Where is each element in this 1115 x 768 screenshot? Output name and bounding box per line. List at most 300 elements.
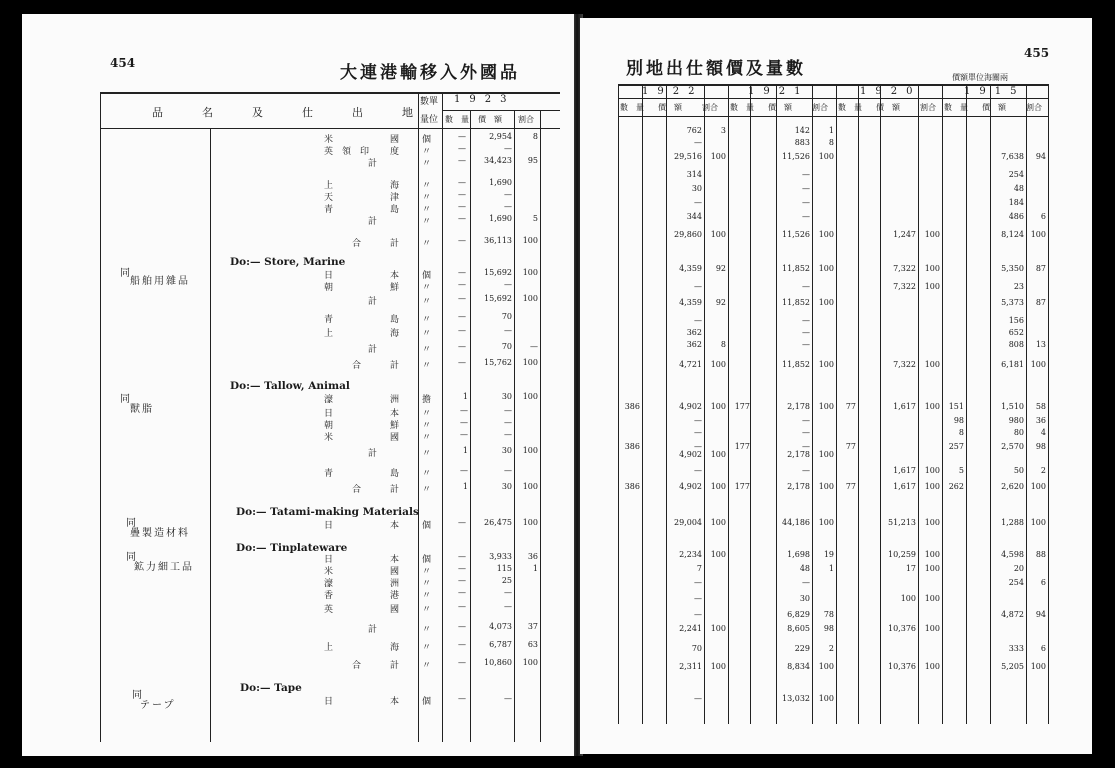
share-1915: 88: [1035, 550, 1046, 559]
share-1922: 100: [710, 550, 726, 559]
row-place: 青: [324, 205, 334, 215]
value-1921: 2,178: [787, 450, 810, 459]
qty-1920: 77: [845, 402, 856, 411]
value-1921: 2,178: [787, 402, 810, 411]
value-1922: 4,721: [679, 360, 702, 369]
share-1915: 100: [1030, 230, 1046, 239]
row-measure: 〃: [422, 625, 432, 635]
qty-1922: 386: [624, 402, 640, 411]
share-1915: 94: [1035, 152, 1046, 161]
value-1921: 11,526: [782, 152, 810, 161]
row-value: 4,073: [489, 622, 512, 631]
value-header: 價 額: [982, 103, 1006, 112]
value-1921: 11,852: [782, 298, 810, 307]
value-1922: 4,902: [679, 402, 702, 411]
row-place: 青: [324, 315, 334, 325]
value-1915: 808: [1008, 340, 1024, 349]
value-1915: 254: [1008, 170, 1024, 179]
row-value: —: [504, 326, 512, 335]
share-1921: 100: [818, 450, 834, 459]
share-1922: 100: [710, 402, 726, 411]
share-1915: 2: [1040, 466, 1046, 475]
value-1921: —: [802, 578, 810, 587]
row-place: 計: [368, 345, 378, 355]
value-1922: 344: [686, 212, 702, 221]
value-1915: 1,288: [1001, 518, 1024, 527]
year-header: 1915: [964, 86, 1026, 97]
row-place: 上: [324, 181, 334, 191]
qty-1915: 262: [948, 482, 964, 491]
share-1922: 100: [710, 230, 726, 239]
row-measure: 〃: [422, 433, 432, 443]
row-unit: 本: [390, 271, 400, 281]
qty-1915: 257: [948, 442, 964, 451]
table-col-divider: [1026, 84, 1027, 724]
row-measure: 〃: [422, 181, 432, 191]
row-share: 100: [522, 236, 538, 245]
item-name-en: Do:— Tinplateware: [236, 542, 348, 554]
value-1920: 17: [905, 564, 916, 573]
value-1921: 8,605: [787, 624, 810, 633]
row-value: —: [504, 602, 512, 611]
value-1915: 7,638: [1001, 152, 1024, 161]
value-1922: —: [694, 316, 702, 325]
qty-header: 數 量: [730, 103, 754, 112]
share-1920: 100: [924, 360, 940, 369]
row-place: 日: [324, 697, 334, 707]
value-1922: 362: [686, 340, 702, 349]
value-1920: 7,322: [893, 282, 916, 291]
value-1922: 29,516: [674, 152, 702, 161]
row-measure: 〃: [422, 345, 432, 355]
row-unit: 港: [390, 591, 400, 601]
empty-qty: —: [458, 694, 466, 703]
row-place: 英 領 印: [324, 147, 370, 157]
table-col-divider: [990, 84, 991, 724]
value-1921: —: [802, 316, 810, 325]
item-name-jp: 鉱力細工品: [134, 562, 194, 573]
row-unit: 島: [390, 205, 400, 215]
row-place: 米: [324, 567, 334, 577]
row-unit: 計: [390, 485, 400, 495]
row-place: 計: [368, 297, 378, 307]
share-1922: 8: [720, 340, 726, 349]
table-col-divider: [470, 110, 471, 742]
value-1921: 1,698: [787, 550, 810, 559]
row-share: 5: [532, 214, 538, 223]
row-measure: 〃: [422, 205, 432, 215]
value-1921: —: [802, 466, 810, 475]
value-1920: 10,376: [888, 662, 916, 671]
table-col-divider: [880, 84, 881, 724]
row-value: 1,690: [489, 178, 512, 187]
value-1921: —: [802, 328, 810, 337]
value-1922: 2,234: [679, 550, 702, 559]
row-measure: 〃: [422, 567, 432, 577]
row-value: —: [504, 280, 512, 289]
share-1920: 100: [924, 624, 940, 633]
share-1921: 100: [818, 482, 834, 491]
unit-note: 價額單位海關兩: [952, 73, 1008, 82]
empty-qty: —: [458, 156, 466, 165]
value-header: 價 額: [478, 115, 502, 124]
table-col-divider: [540, 110, 541, 742]
row-measure: 個: [422, 271, 432, 281]
row-value: —: [504, 406, 512, 415]
value-1921: 48: [799, 564, 810, 573]
share-1920: 100: [924, 402, 940, 411]
table-col-divider: [836, 84, 837, 724]
row-qty: —: [460, 406, 468, 415]
ditto-mark: 同: [120, 268, 132, 279]
empty-qty: —: [458, 564, 466, 573]
value-1921: —: [802, 416, 810, 425]
share-1920: 100: [924, 564, 940, 573]
table-col-divider: [210, 128, 211, 742]
row-place: 濠: [324, 579, 334, 589]
value-1922: 4,359: [679, 298, 702, 307]
row-measure: 〃: [422, 217, 432, 227]
value-1915: 48: [1013, 184, 1024, 193]
table-col-divider: [858, 84, 859, 724]
value-1915: 156: [1008, 316, 1024, 325]
value-1922: 314: [686, 170, 702, 179]
item-name-jp: 疊製造材料: [130, 528, 190, 539]
ditto-mark: 同: [126, 518, 138, 529]
share-1920: 100: [924, 230, 940, 239]
year-header: 1920: [860, 86, 922, 97]
row-measure: 〃: [422, 329, 432, 339]
row-share: 37: [527, 622, 538, 631]
row-unit: 洲: [390, 395, 400, 405]
row-unit: 海: [390, 329, 400, 339]
value-1922: 4,902: [679, 482, 702, 491]
value-1915: 980: [1008, 416, 1024, 425]
share-1922: 100: [710, 152, 726, 161]
share-header: 割合: [702, 103, 718, 112]
unit-header-bottom: 量位: [420, 115, 439, 125]
value-1922: 7: [696, 564, 702, 573]
value-1915: 6,181: [1001, 360, 1024, 369]
item-header: 品 名 及 仕 出 地: [152, 106, 427, 119]
row-measure: 〃: [422, 409, 432, 419]
value-1922: —: [694, 282, 702, 291]
item-name-jp: テープ: [140, 700, 176, 711]
share-1920: 100: [924, 594, 940, 603]
row-place: 米: [324, 135, 334, 145]
value-1915: 20: [1013, 564, 1024, 573]
value-1922: 2,241: [679, 624, 702, 633]
row-measure: 個: [422, 555, 432, 565]
share-1915: 13: [1035, 340, 1046, 349]
row-place: 合: [352, 485, 362, 495]
row-qty: 1: [462, 446, 468, 455]
empty-qty: —: [458, 280, 466, 289]
empty-qty: —: [458, 190, 466, 199]
empty-qty: —: [458, 178, 466, 187]
item-name-jp: 船舶用雜品: [130, 276, 190, 287]
value-1915: 80: [1013, 428, 1024, 437]
value-1920: 1,617: [893, 466, 916, 475]
value-1920: 100: [900, 594, 916, 603]
value-1921: 6,829: [787, 610, 810, 619]
row-share: —: [530, 342, 538, 351]
row-value: 6,787: [489, 640, 512, 649]
share-1921: 100: [818, 360, 834, 369]
row-qty: —: [460, 430, 468, 439]
value-1922: —: [694, 416, 702, 425]
value-1921: 8,834: [787, 662, 810, 671]
row-share: 100: [522, 268, 538, 277]
value-1915: 50: [1013, 466, 1024, 475]
row-unit: 國: [390, 605, 400, 615]
value-1922: 29,860: [674, 230, 702, 239]
empty-qty: —: [458, 640, 466, 649]
row-value: —: [504, 430, 512, 439]
empty-qty: —: [458, 552, 466, 561]
share-1915: 87: [1035, 298, 1046, 307]
table-col-divider: [750, 84, 751, 724]
value-1915: 5,373: [1001, 298, 1024, 307]
qty-header: 數 量: [620, 103, 644, 112]
row-value: 70: [501, 312, 512, 321]
value-1921: —: [802, 282, 810, 291]
row-measure: 〃: [422, 485, 432, 495]
share-1922: 100: [710, 662, 726, 671]
qty-header: 數 量: [944, 103, 968, 112]
value-1921: 883: [794, 138, 810, 147]
row-value: 30: [501, 482, 512, 491]
item-name-en: Do:— Tatami-making Materials: [236, 506, 419, 518]
row-place: 英: [324, 605, 334, 615]
value-1922: 4,902: [679, 450, 702, 459]
qty-1921: 177: [734, 402, 750, 411]
value-1921: 11,526: [782, 230, 810, 239]
row-value: —: [504, 694, 512, 703]
value-1921: —: [802, 340, 810, 349]
qty-1921: 177: [734, 482, 750, 491]
share-1921: 1: [828, 564, 834, 573]
row-share: 36: [527, 552, 538, 561]
qty-1920: 77: [845, 482, 856, 491]
share-1915: 100: [1030, 360, 1046, 369]
value-1922: —: [694, 466, 702, 475]
row-place: 朝: [324, 283, 334, 293]
row-place: 朝: [324, 421, 334, 431]
value-1922: 30: [691, 184, 702, 193]
value-1920: 1,617: [893, 402, 916, 411]
value-1922: —: [694, 610, 702, 619]
share-1921: 2: [828, 644, 834, 653]
share-1922: 92: [715, 298, 726, 307]
share-1915: 94: [1035, 610, 1046, 619]
row-share: 100: [522, 392, 538, 401]
row-qty: —: [460, 418, 468, 427]
share-1915: 87: [1035, 264, 1046, 273]
item-name-en: Do:— Tape: [240, 682, 302, 694]
value-1921: 2,178: [787, 482, 810, 491]
right-page: [580, 18, 1092, 754]
qty-header: 數 量: [445, 115, 469, 124]
table-header-rule: [618, 116, 1048, 117]
value-1920: 1,617: [893, 482, 916, 491]
year-rule: [618, 98, 1048, 99]
share-1922: 100: [710, 624, 726, 633]
value-1915: 184: [1008, 198, 1024, 207]
empty-qty: —: [458, 268, 466, 277]
share-1921: 100: [818, 298, 834, 307]
row-value: 15,692: [484, 294, 512, 303]
value-1915: 652: [1008, 328, 1024, 337]
share-1915: 4: [1040, 428, 1046, 437]
value-1920: 10,376: [888, 624, 916, 633]
row-place: 日: [324, 521, 334, 531]
qty-1915: 151: [948, 402, 964, 411]
row-unit: 國: [390, 135, 400, 145]
share-1915: 6: [1040, 578, 1046, 587]
value-1915: 5,205: [1001, 662, 1024, 671]
row-measure: 〃: [422, 315, 432, 325]
qty-1915: 98: [953, 416, 964, 425]
year-header: 1922: [642, 86, 704, 97]
page-number-right: 455: [1024, 46, 1050, 60]
empty-qty: —: [458, 132, 466, 141]
row-value: 10,860: [484, 658, 512, 667]
qty-1921: 177: [734, 442, 750, 451]
empty-qty: —: [458, 144, 466, 153]
share-1920: 100: [924, 466, 940, 475]
value-1915: 23: [1013, 282, 1024, 291]
share-1921: 100: [818, 402, 834, 411]
value-1920: 10,259: [888, 550, 916, 559]
table-col-divider: [704, 84, 705, 724]
share-1920: 100: [924, 662, 940, 671]
empty-qty: —: [458, 576, 466, 585]
row-measure: 〃: [422, 605, 432, 615]
table-col-divider: [418, 92, 419, 742]
row-place: 日: [324, 409, 334, 419]
value-1921: 44,186: [782, 518, 810, 527]
empty-qty: —: [458, 342, 466, 351]
item-name-jp: 獸脂: [130, 404, 154, 415]
value-1922: —: [694, 578, 702, 587]
row-measure: 個: [422, 697, 432, 707]
row-measure: 〃: [422, 297, 432, 307]
row-place: 日: [324, 271, 334, 281]
qty-1920: 77: [845, 442, 856, 451]
row-share: 1: [532, 564, 538, 573]
value-1920: 7,322: [893, 360, 916, 369]
row-value: —: [504, 588, 512, 597]
row-value: 25: [501, 576, 512, 585]
row-place: 天: [324, 193, 334, 203]
row-place: 米: [324, 433, 334, 443]
row-place: 合: [352, 361, 362, 371]
share-1915: 36: [1035, 416, 1046, 425]
row-measure: 〃: [422, 283, 432, 293]
item-name-en: Do:— Tallow, Animal: [230, 380, 350, 392]
row-measure: 〃: [422, 579, 432, 589]
row-value: —: [504, 466, 512, 475]
table-col-divider: [728, 84, 729, 724]
share-1921: 98: [823, 624, 834, 633]
row-unit: 計: [390, 239, 400, 249]
value-1915: 1,510: [1001, 402, 1024, 411]
row-unit: 度: [390, 147, 400, 157]
share-1920: 100: [924, 518, 940, 527]
share-1922: 100: [710, 450, 726, 459]
empty-qty: —: [458, 312, 466, 321]
row-place: 日: [324, 555, 334, 565]
share-1921: 78: [823, 610, 834, 619]
share-1922: 92: [715, 264, 726, 273]
table-col-divider: [642, 84, 643, 724]
table-col-divider: [514, 110, 515, 742]
value-1921: —: [802, 184, 810, 193]
share-1921: 1: [828, 126, 834, 135]
share-header: 割合: [812, 103, 828, 112]
row-measure: 擔: [422, 395, 432, 405]
value-1915: 2,570: [1001, 442, 1024, 451]
value-1921: —: [802, 428, 810, 437]
row-unit: 計: [390, 661, 400, 671]
empty-qty: —: [458, 658, 466, 667]
row-share: 8: [532, 132, 538, 141]
value-1922: 362: [686, 328, 702, 337]
table-header-rule: [100, 128, 560, 129]
table-col-divider: [618, 84, 619, 724]
row-unit: 國: [390, 433, 400, 443]
row-value: 30: [501, 446, 512, 455]
year-header: 1923: [454, 94, 516, 105]
share-header: 割合: [1026, 103, 1042, 112]
row-place: 青: [324, 469, 334, 479]
row-value: 2,954: [489, 132, 512, 141]
row-measure: 個: [422, 135, 432, 145]
row-measure: 〃: [422, 421, 432, 431]
row-value: 26,475: [484, 518, 512, 527]
row-measure: 〃: [422, 469, 432, 479]
share-1921: 8: [828, 138, 834, 147]
row-unit: 島: [390, 469, 400, 479]
row-share: 100: [522, 294, 538, 303]
row-qty: 1: [462, 482, 468, 491]
row-unit: 本: [390, 697, 400, 707]
value-1920: 7,322: [893, 264, 916, 273]
row-measure: 〃: [422, 239, 432, 249]
share-1915: 100: [1030, 482, 1046, 491]
row-place: 合: [352, 239, 362, 249]
row-share: 100: [522, 446, 538, 455]
row-qty: 1: [462, 392, 468, 401]
share-1915: 100: [1030, 518, 1046, 527]
row-measure: 個: [422, 521, 432, 531]
value-1921: 30: [799, 594, 810, 603]
row-measure: 〃: [422, 193, 432, 203]
item-name-en: Do:— Store, Marine: [230, 256, 346, 268]
table-col-divider: [1048, 84, 1049, 724]
value-1921: 11,852: [782, 360, 810, 369]
value-1921: —: [802, 198, 810, 207]
share-1920: 100: [924, 482, 940, 491]
table-col-divider: [966, 84, 967, 724]
share-1915: 58: [1035, 402, 1046, 411]
table-col-divider: [942, 84, 943, 724]
share-1921: 100: [818, 230, 834, 239]
value-1922: 762: [686, 126, 702, 135]
empty-qty: —: [458, 214, 466, 223]
share-1922: 100: [710, 360, 726, 369]
